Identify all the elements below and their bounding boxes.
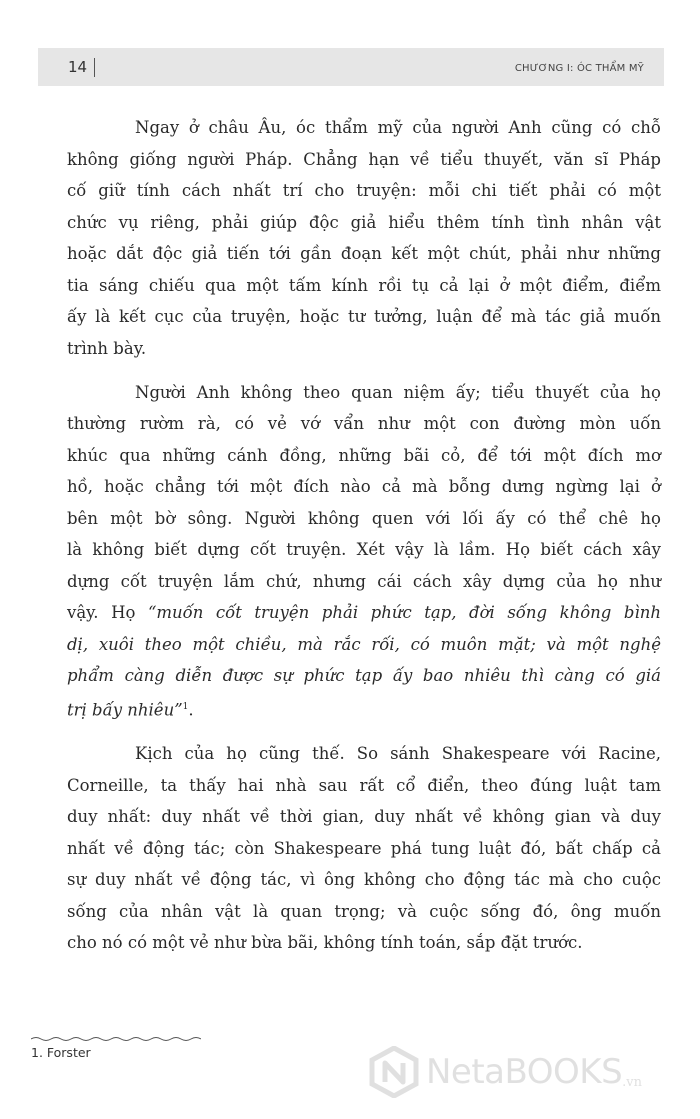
text-line: khúc qua những cánh đồng, những bãi cỏ, để tới một đích mơ xyxy=(67,445,661,465)
text-line: nhất về động tác; còn Shakespeare phá tung luật đó, bất chấp cả xyxy=(67,838,661,858)
text-line: Người Anh không theo quan niệm ấy; tiểu thuyết của họ xyxy=(135,382,661,402)
watermark xyxy=(368,1044,688,1100)
text-line: cố giữ tính cách nhất trí cho truyện: mỗi chi tiết phải có một xyxy=(67,181,661,200)
footnote-marker[interactable]: 1 xyxy=(182,701,189,712)
text-line: tia sáng chiếu qua một tấm kính rồi tụ cả lại ở một điểm, điểm xyxy=(67,275,661,295)
watermark-text: NetaBOOKS xyxy=(426,1052,623,1092)
text-line: Ngay ở châu Âu, óc thẩm mỹ của người Anh cũng có chỗ xyxy=(135,118,661,137)
text-line: cho nó có một vẻ như bừa bãi, không tính toán, sắp đặt trước. xyxy=(67,933,583,952)
quote-text: trị bấy nhiêu xyxy=(67,700,175,719)
text-segment: vậy. Họ xyxy=(67,603,148,622)
text-line: dựng cốt truyện lắm chứ, nhưng cái cách xây dựng của họ như xyxy=(67,571,661,591)
text-line: bên một bờ sông. Người không quen với lối ấy có thể chê họ xyxy=(67,508,661,528)
chapter-title: CHƯƠNG I: ÓC THẨM MỸ xyxy=(514,63,644,74)
body-text xyxy=(67,112,661,971)
text-line: ấy là kết cục của truyện, hoặc tư tưởng, luận để mà tác giả muốn xyxy=(67,307,661,326)
netabooks-logo-icon xyxy=(368,1046,420,1098)
page-number: 14 xyxy=(68,58,88,76)
watermark-suffix: .vn xyxy=(622,1075,643,1090)
text-line xyxy=(67,660,661,692)
footnote: 1. Forster xyxy=(31,1045,91,1060)
footnote-divider xyxy=(31,1036,201,1042)
quote-text: dị, xuôi theo một chiều, mà rắc rối, có muôn mặt; và một nghệ xyxy=(67,634,661,654)
quote-text: phẩm càng diễn được sự phức tạp ấy bao nhiêu thì càng có giá xyxy=(67,666,661,685)
text-line: sự duy nhất về động tác, vì ông không cho động tác mà cho cuộc xyxy=(67,870,661,889)
text-line xyxy=(67,629,661,661)
text-line: hoặc dắt độc giả tiến tới gần đoạn kết một chút, phải như những xyxy=(67,244,661,263)
text-line: duy nhất: duy nhất về thời gian, duy nhất về không gian và duy xyxy=(67,807,661,826)
text-line: sống của nhân vật là quan trọng; và cuộc sống đó, ông muốn xyxy=(67,901,661,921)
text-line: hồ, hoặc chẳng tới một đích nào cả mà bỗng dưng ngừng lại ở xyxy=(67,477,661,496)
text-line: chức vụ riêng, phải giúp độc giả hiểu thêm tính tình nhân vật xyxy=(67,212,661,232)
paragraph-2 xyxy=(67,377,661,726)
text-segment: . xyxy=(188,700,194,719)
text-line xyxy=(67,692,661,726)
text-line: là không biết dựng cốt truyện. Xét vậy là lầm. Họ biết cách xây xyxy=(67,540,661,559)
header-divider xyxy=(94,58,95,77)
text-line: Corneille, ta thấy hai nhà sau rất cổ điển, theo đúng luật tam xyxy=(67,775,661,795)
paragraph-1 xyxy=(67,112,661,364)
quote-text: “muốn cốt truyện phải phức tạp, đời sống không bình xyxy=(147,603,661,622)
quote-close: ” xyxy=(174,700,183,719)
text-line: không giống người Pháp. Chẳng hạn về tiểu thuyết, văn sĩ Pháp xyxy=(67,149,661,169)
text-line: trình bày. xyxy=(67,338,147,358)
text-line xyxy=(67,597,661,629)
text-line: Kịch của họ cũng thế. So sánh Shakespeare với Racine, xyxy=(135,744,661,763)
paragraph-3 xyxy=(67,738,661,959)
text-line: thường rườm rà, có vẻ vớ vẩn như một con đường mòn uốn xyxy=(67,414,661,433)
